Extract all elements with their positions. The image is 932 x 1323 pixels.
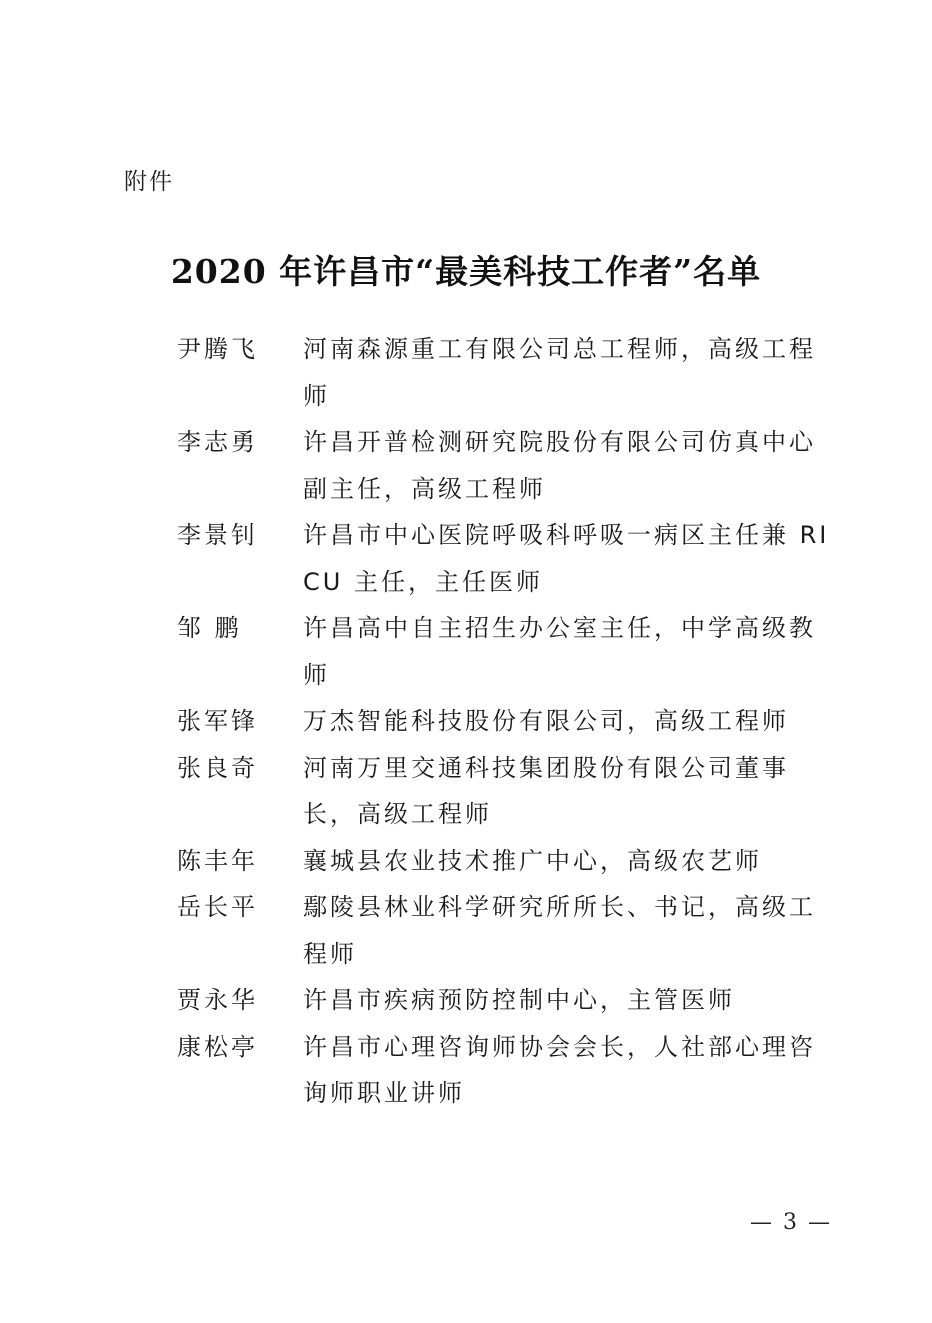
honoree-row	[177, 745, 837, 838]
honoree-row	[177, 419, 837, 512]
honoree-description: 河南森源重工有限公司总工程师，高级工程师	[303, 335, 816, 410]
honoree-name: 李志勇	[177, 428, 258, 456]
honoree-name: 贾永华	[177, 986, 258, 1014]
honoree-description: 许昌高中自主招生办公室主任，中学高级教师	[303, 614, 816, 689]
honoree-row	[177, 512, 837, 605]
honoree-name: 岳长平	[177, 893, 258, 921]
honoree-list	[177, 326, 837, 1117]
honoree-row	[177, 605, 837, 698]
honoree-description: 襄城县农业技术推广中心，高级农艺师	[303, 846, 762, 875]
attachment-label: 附件	[124, 169, 174, 195]
honoree-name: 陈丰年	[177, 846, 258, 875]
honoree-name: 康松亭	[177, 1032, 258, 1061]
honoree-description: 河南万里交通科技集团股份有限公司董事长，高级工程师	[303, 753, 789, 828]
honoree-name: 李景钊	[177, 521, 258, 549]
page-number: — 3 —	[750, 1210, 832, 1235]
document-title: 2020 年许昌市“最美科技工作者”名单	[170, 252, 762, 291]
honoree-description: 许昌开普检测研究院股份有限公司仿真中心副主任，高级工程师	[303, 428, 816, 503]
honoree-row	[177, 838, 837, 885]
honoree-description: 万杰智能科技股份有限公司，高级工程师	[303, 707, 789, 735]
honoree-description: 许昌市中心医院呼吸科呼吸一病区主任兼 RICU 主任，主任医师	[303, 521, 830, 596]
honoree-name: 邹 鹏	[177, 614, 242, 642]
honoree-row	[177, 1024, 837, 1117]
honoree-name: 张军锋	[177, 707, 258, 735]
honoree-name: 张良奇	[177, 753, 258, 782]
honoree-row	[177, 884, 837, 977]
honoree-name: 尹腾飞	[177, 335, 258, 363]
honoree-description: 鄢陵县林业科学研究所所长、书记，高级工程师	[303, 893, 816, 968]
honoree-row	[177, 698, 837, 745]
honoree-row	[177, 977, 837, 1024]
honoree-description: 许昌市心理咨询师协会会长，人社部心理咨询师职业讲师	[303, 1032, 816, 1107]
honoree-description: 许昌市疾病预防控制中心，主管医师	[303, 986, 735, 1014]
honoree-row	[177, 326, 837, 419]
